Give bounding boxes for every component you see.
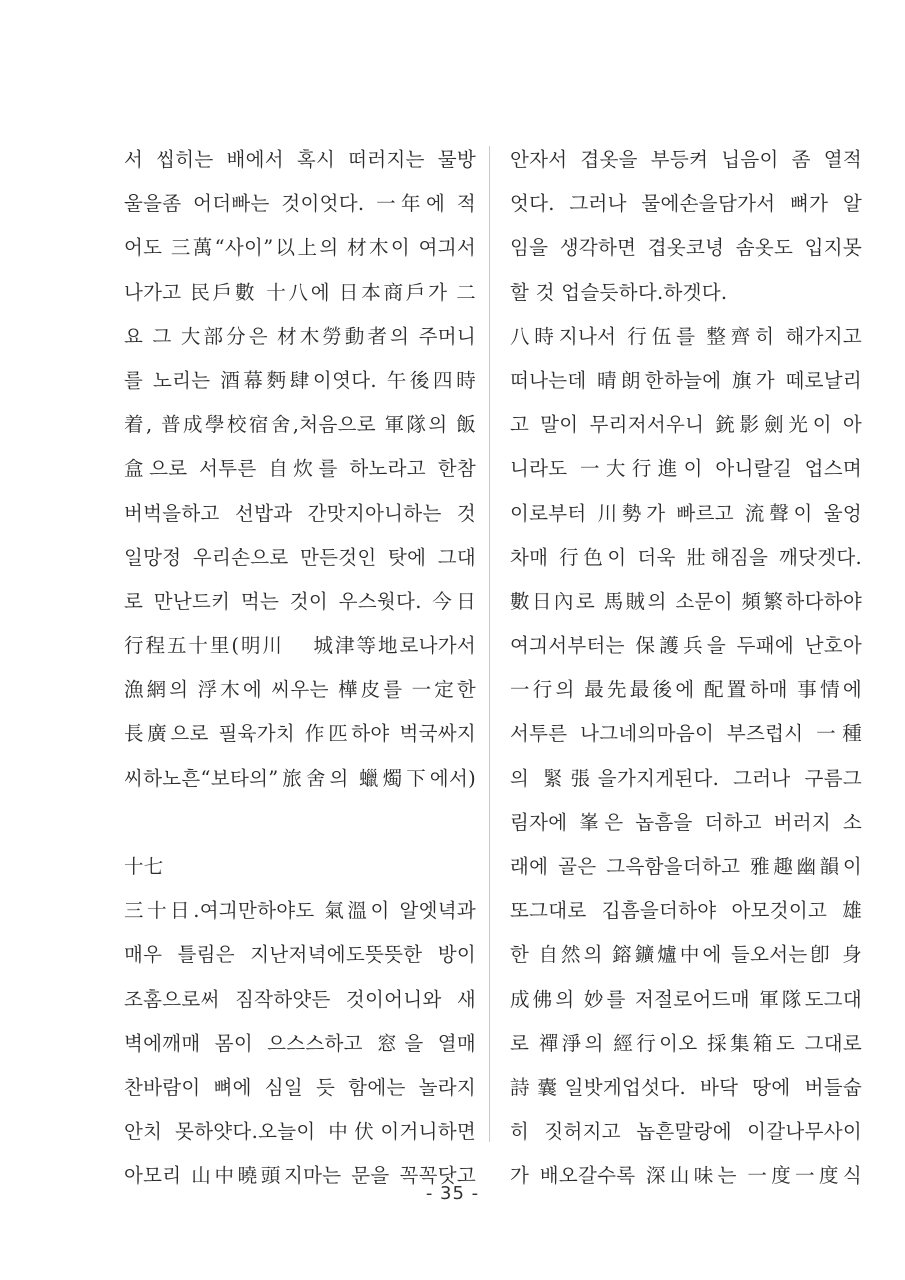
text-line: 안치 못하얏다.오늘이 中伏이거니하면 (124, 1120, 476, 1144)
text-line: 나가고 民戶數 十八에 日本商戶가 二 (124, 280, 476, 304)
text-line: 長廣으로 필육가치 作匹하야 벅국싸지 (124, 722, 476, 746)
text-line: 詩囊일밧게업섯다. 바닥 땅에 버들숩 (510, 1075, 862, 1099)
text-line: 림자에 峯은 놉흠을 더하고 버러지 소 (510, 810, 862, 834)
text-line: 래에 골은 그윽함을더하고 雅趣幽韻이 (510, 855, 862, 878)
column-divider (489, 146, 490, 1142)
text-line: 이로부터 川勢가 빠르고 流聲이 울엉 (510, 501, 862, 525)
text-line: 요 그 大部分은 材木勞動者의 주머니 (124, 324, 476, 348)
text-line: 안자서 겹옷을 부등켜 닙음이 좀 열적 (510, 148, 862, 171)
text-line: 八時지나서 行伍를 整齊히 해가지고 (510, 324, 862, 348)
text-line: 아모리 山中曉頭지마는 문을 꼭꼭닷고 (124, 1164, 476, 1188)
text-line: 버벅을하고 선밥과 간맛지아니하는 것 (124, 501, 476, 525)
text-line: 着, 普成學校宿舍,처음으로 軍隊의 飯 (124, 413, 476, 437)
text-line: 三十日.여긔만하야도 氣溫이 알엣녁과 (124, 899, 476, 923)
text-line: 니라도 一大行進이 아니랄길 업스며 (510, 457, 862, 481)
text-line: 씨하노흔“보타의”旅舍의 蠟燭下에서) (124, 766, 476, 790)
text-line: 일망정 우리손으로 만든것인 탓에 그대 (124, 545, 476, 569)
text-line: 조홈으로써 짐작하얏든 것이어니와 새 (124, 987, 476, 1011)
text-line: 한 自然의 鎔鑛爐中에 들오서는卽 身 (510, 943, 862, 967)
text-line: 十七 (124, 855, 164, 878)
text-line: 여긔서부터는 保護兵을 두패에 난호아 (510, 634, 862, 658)
text-line: 漁網의 浮木에 씨우는 樺皮를 一定한 (124, 678, 476, 702)
text-line: 고 말이 무리저서우니 銃影劍光이 아 (510, 413, 862, 437)
text-line: 서 씹히는 배에서 혹시 떠러지는 물방 (124, 148, 476, 171)
text-line: 벽에깨매 몸이 으스스하고 窓을 열매 (124, 1031, 476, 1055)
text-line: 行程五十里(明川 城津等地로나가서 (124, 634, 476, 658)
text-line: 또그대로 깁흠을더하야 아모것이고 雄 (510, 899, 862, 923)
text-line: 의 緊張을가지게된다. 그러나 구름그 (510, 766, 862, 790)
text-line: 매우 틀림은 지난저녁에도뜻뜻한 방이 (124, 943, 476, 967)
text-line: 어도 三萬“사이”以上의 材木이 여긔서 (124, 236, 476, 260)
right-text-column (510, 138, 862, 1199)
text-line: 盒으로 서투른 自炊를 하노라고 한참 (124, 457, 476, 481)
left-text-column (124, 138, 476, 1199)
text-line: 가 배오갈수록 深山味는 一度一度식 (510, 1164, 862, 1188)
text-line: 차매 行色이 더욱 壯해짐을 깨닷겟다. (510, 545, 862, 569)
text-line: 임을 생각하면 겹옷코녕 솜옷도 입지못 (510, 236, 862, 260)
text-line: 할 것 업슬듯하다.하겟다. (510, 280, 728, 304)
text-line: 數日內로 馬賊의 소문이 頻繁하다하야 (510, 589, 862, 613)
text-line: 一行의 最先最後에 配置하매 事情에 (510, 678, 862, 702)
text-line: 로 만난드키 먹는 것이 우스웟다. 今日 (124, 589, 476, 613)
text-line: 떠나는데 晴朗한하늘에 旗가 떼로날리 (510, 368, 862, 392)
text-line: 엇다. 그러나 물에손을담가서 뼈가 알 (510, 192, 862, 216)
text-line: 成佛의 妙를 저절로어드매 軍隊도그대 (510, 987, 862, 1011)
text-line: 서투른 나그네의마음이 부즈럽시 一種 (510, 722, 862, 746)
text-line: 히 짓허지고 놉흔말랑에 이갈나무사이 (510, 1120, 862, 1144)
text-line: 울을좀 어더빠는 것이엇다. 一年에 적 (124, 192, 476, 216)
text-line: 찬바람이 뼈에 심일 듯 함에는 놀라지 (124, 1075, 476, 1099)
text-line: 를 노리는 酒幕麪肆이엿다. 午後四時 (124, 368, 476, 392)
text-line: 로 禪淨의 經行이오 採集箱도 그대로 (510, 1031, 862, 1055)
page-number: - 35 - (425, 1183, 480, 1204)
text-line (124, 801, 476, 845)
